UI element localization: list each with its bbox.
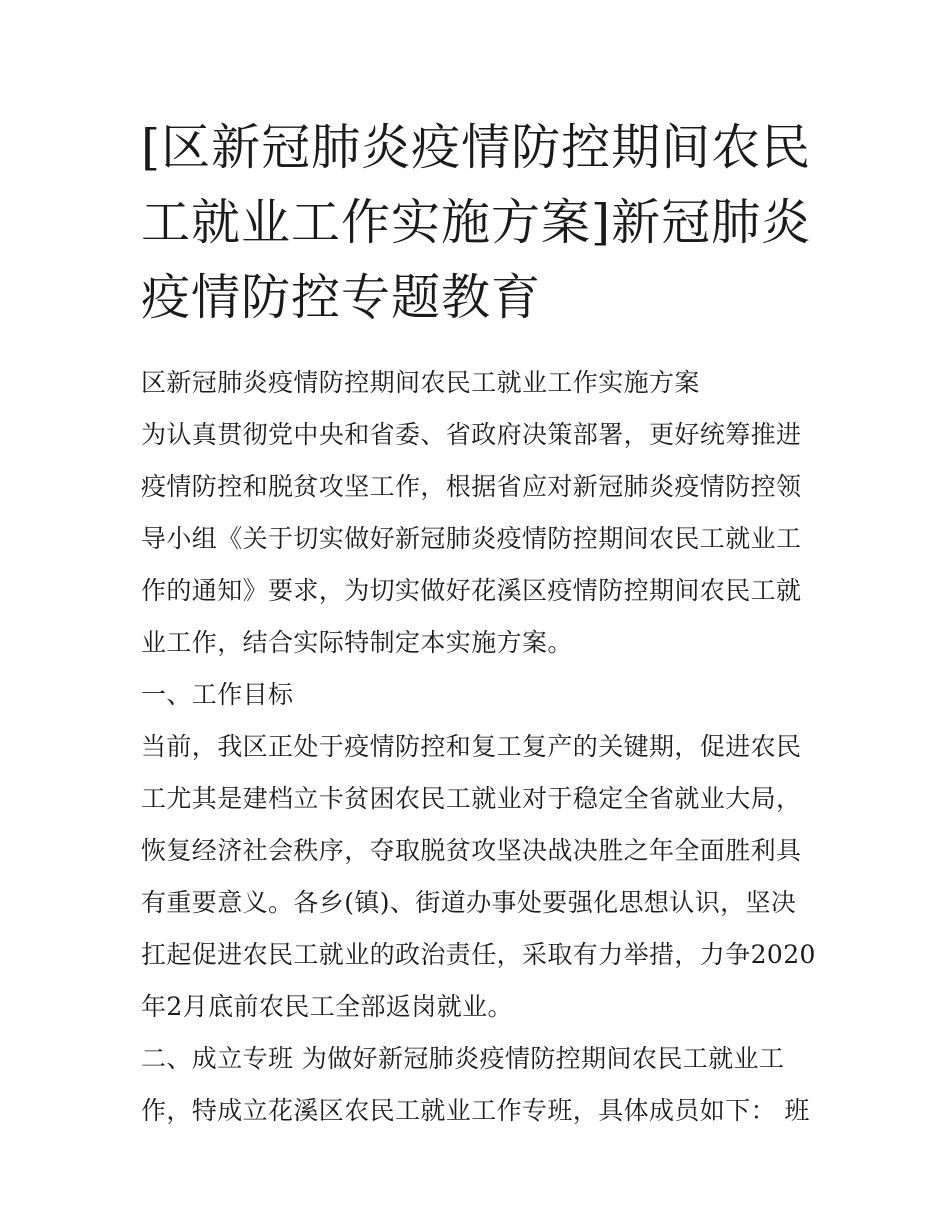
document-body xyxy=(141,357,820,1137)
document-title: [区新冠肺炎疫情防控期间农民工就业工作实施方案]新冠肺炎疫情防控专题教育 xyxy=(141,119,812,326)
intro-paragraph: 为认真贯彻党中央和省委、省政府决策部署，更好统筹推进疫情防控和脱贫攻坚工作，根据省应对新冠肺炎疫情防控领导小组《关于切实做好新冠肺炎疫情防控期间农民工就业工作的通知》要求，为切实做好花溪区疫情防控期间农民工就业工作，结合实际特制定本实施方案。 xyxy=(141,420,802,657)
subtitle-paragraph: 区新冠肺炎疫情防控期间农民工就业工作实施方案 xyxy=(141,368,700,397)
section-special-team-paragraph: 二、成立专班 为做好新冠肺炎疫情防控期间农民工就业工作，特成立花溪区农民工就业工作专班，具体成员如下： 班 xyxy=(141,1044,810,1125)
goals-paragraph: 当前，我区正处于疫情防控和复工复产的关键期，促进农民工尤其是建档立卡贫困农民工就业对于稳定全省就业大局，恢复经济社会秩序，夺取脱贫攻坚决战决胜之年全面胜利具有重要意义。各乡(镇)、街道办事处要强化思想认识，坚决扛起促进农民工就业的政治责任，采取有力举措，力争2020年2月底前农民工全部返岗就业。 xyxy=(141,732,816,1021)
section-heading-goals: 一、工作目标 xyxy=(141,680,294,709)
